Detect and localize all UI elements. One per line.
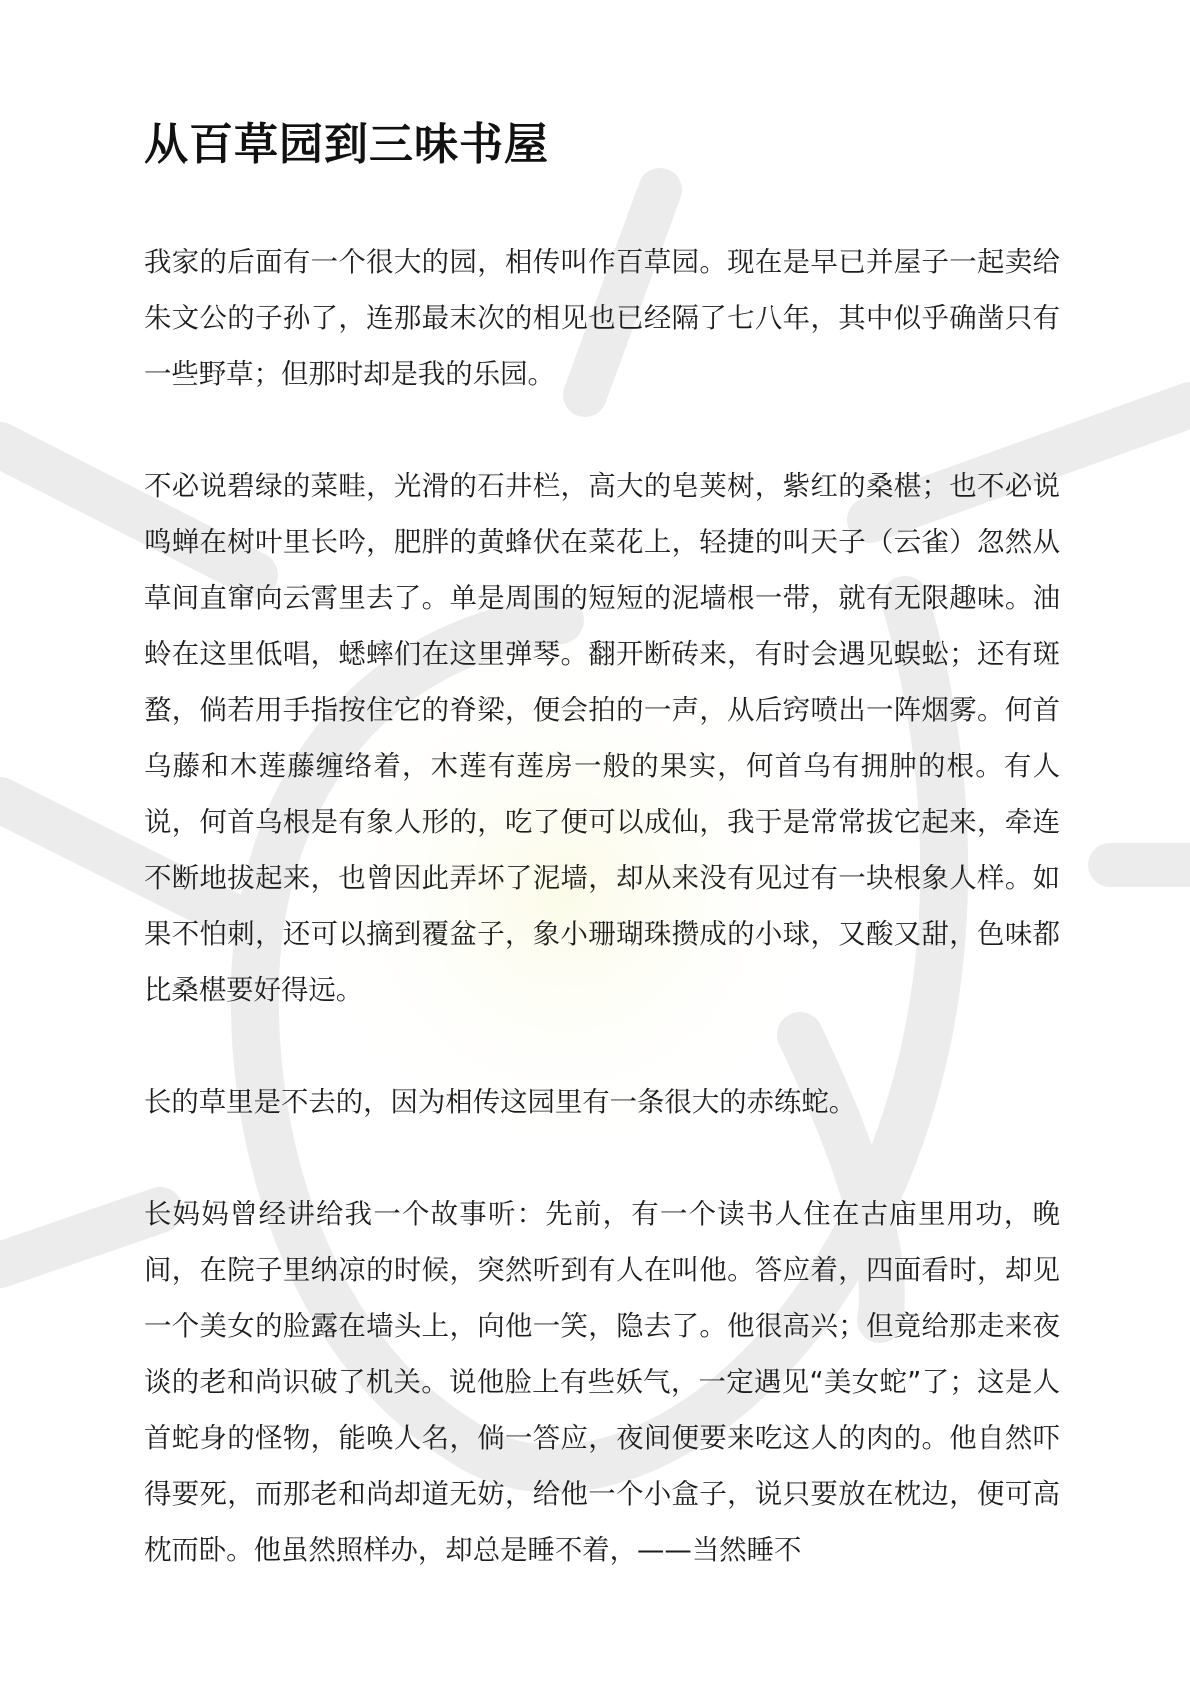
document-title: 从百草园到三味书屋 bbox=[144, 119, 549, 170]
paragraph: 长妈妈曾经讲给我一个故事听：先前，有一个读书人住在古庙里用功，晚间，在院子里纳凉的时候，突然听到有人在叫他。答应着，四面看时，却见一个美女的脸露在墙头上，向他一笑，隐去了。他很高兴；但竟给那走来夜谈的老和尚识破了机关。说他脸上有些妖气，一定遇见“美女蛇”了；这是人首蛇身的怪物，能唤人名，倘一答应，夜间便要来吃这人的肉的。他自然吓得要死，而那老和尚却道无妨，给他一个小盒子，说只要放在枕边，便可高枕而卧。他虽然照样办，却总是睡不着，——当然睡不 bbox=[144, 1199, 1060, 1566]
paragraph: 我家的后面有一个很大的园，相传叫作百草园。现在是早已并屋子一起卖给朱文公的子孙了，连那最末次的相见也已经隔了七八年，其中似乎确凿只有一些野草；但那时却是我的乐园。 bbox=[144, 247, 1060, 390]
document-page bbox=[144, 115, 1060, 1635]
paragraph: 不必说碧绿的菜畦，光滑的石井栏，高大的皂荚树，紫红的桑椹；也不必说鸣蝉在树叶里长吟，肥胖的黄蜂伏在菜花上，轻捷的叫天子（云雀）忽然从草间直窜向云霄里去了。单是周围的短短的泥墙根一带，就有无限趣味。油蛉在这里低唱，蟋蟀们在这里弹琴。翻开断砖来，有时会遇见蜈蚣；还有斑蝥，倘若用手指按住它的脊梁，便会拍的一声，从后窍喷出一阵烟雾。何首乌藤和木莲藤缠络着，木莲有莲房一般的果实，何首乌有拥肿的根。有人说，何首乌根是有象人形的，吃了便可以成仙，我于是常常拔它起来，牵连不断地拔起来，也曾因此弄坏了泥墙，却从来没有见过有一块根象人样。如果不怕刺，还可以摘到覆盆子，象小珊瑚珠攒成的小球，又酸又甜，色味都比桑椹要好得远。 bbox=[144, 471, 1060, 1006]
watermark-stroke-left-lower bbox=[0, 1210, 160, 1265]
paragraph: 长的草里是不去的，因为相传这园里有一条很大的赤练蛇。 bbox=[144, 1087, 857, 1118]
